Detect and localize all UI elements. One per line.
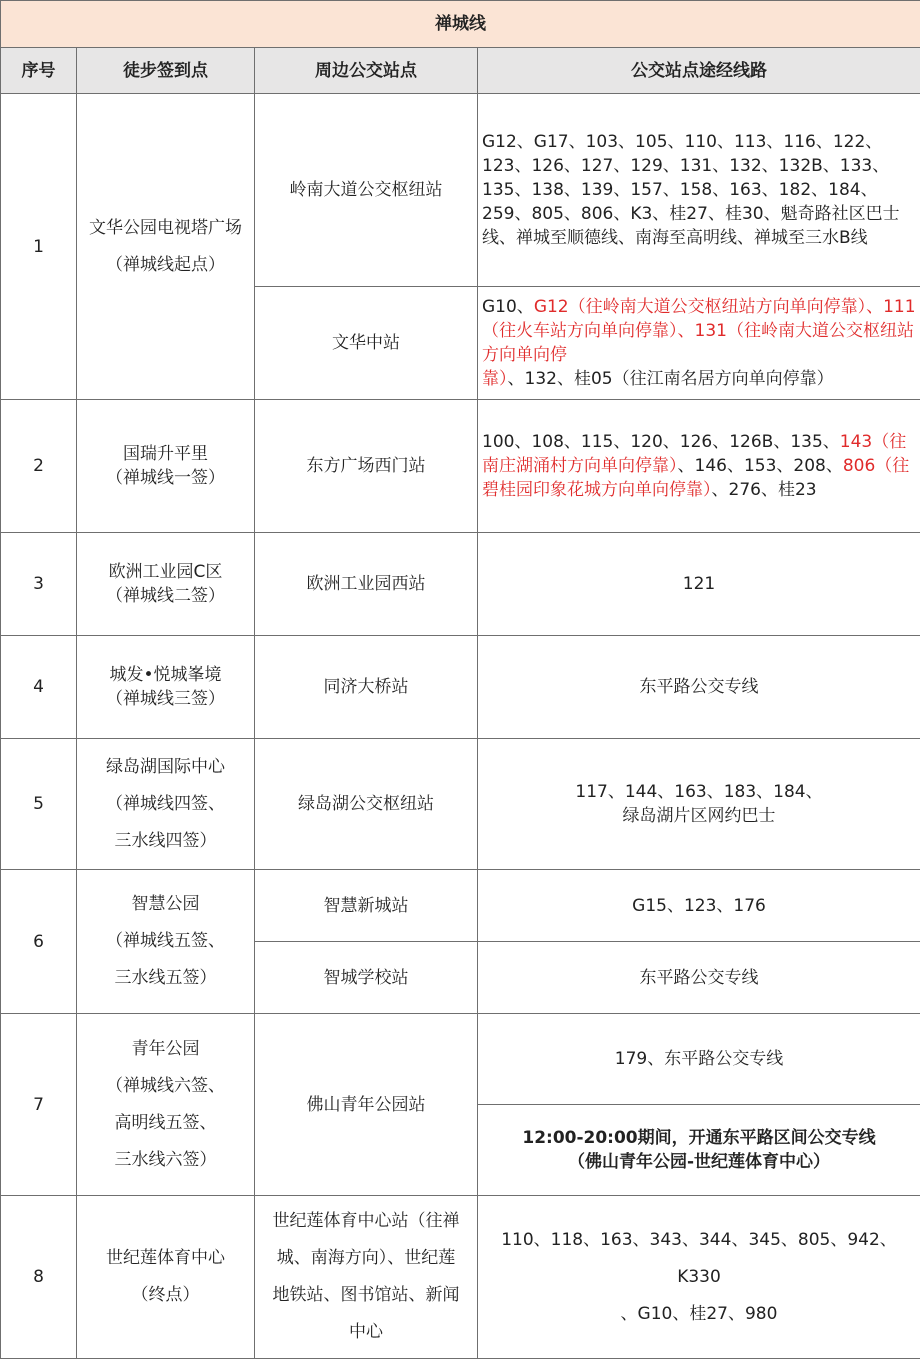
row-number: 8 xyxy=(1,1196,77,1359)
route-text: G10、 xyxy=(482,297,534,317)
row-number: 1 xyxy=(1,94,77,400)
checkpoint-cell xyxy=(77,636,255,739)
table-row xyxy=(1,636,920,739)
row-number: 7 xyxy=(1,1014,77,1196)
route-list: G15、123、176 xyxy=(478,870,920,942)
table-row xyxy=(1,94,920,287)
notice-line: 12:00-20:00期间，开通东平路区间公交专线 xyxy=(522,1128,876,1148)
route-text: 绿岛湖片区网约巴士 xyxy=(622,806,776,826)
route-list: G12、G17、103、105、110、113、116、122、123、126、127、129、131、132、132B、133、135、138、139、157、158、163、182、184、259、805、806、K3、桂27、桂30、魁奇路社区巴士线、禅城至顺德线、南海至高明线、禅城至三水B线 xyxy=(478,94,920,287)
route-list: 东平路公交专线 xyxy=(478,636,920,739)
route-text: 、132、桂05（往江南名居方向单向停靠） xyxy=(507,369,834,389)
row-number: 2 xyxy=(1,400,77,533)
checkpoint-name: 世纪莲体育中心 xyxy=(106,1248,225,1268)
stop-name: 文华中站 xyxy=(255,287,478,400)
checkpoint-note: 三水线四签） xyxy=(114,830,217,851)
stop-line: 世纪莲体育中心站（往禅 xyxy=(272,1211,460,1231)
header-stop: 周边公交站点 xyxy=(255,48,478,94)
checkpoint-cell xyxy=(77,400,255,533)
checkpoint-cell xyxy=(77,94,255,400)
route-text: 110、118、163、343、344、345、805、942、K330 xyxy=(501,1229,897,1287)
checkpoint-name: 青年公园 xyxy=(131,1038,200,1059)
header-no: 序号 xyxy=(1,48,77,94)
table-row xyxy=(1,870,920,942)
stop-name: 东方广场西门站 xyxy=(255,400,478,533)
route-text: 、G10、桂27、980 xyxy=(620,1303,778,1324)
header-checkpoint: 徒步签到点 xyxy=(77,48,255,94)
checkpoint-note: 三水线五签） xyxy=(114,968,217,988)
route-list: 东平路公交专线 xyxy=(478,942,920,1014)
checkpoint-cell xyxy=(77,1196,255,1359)
route-text: 、146、153、208、 xyxy=(677,456,843,476)
table-row xyxy=(1,1196,920,1359)
stop-name: 智城学校站 xyxy=(255,942,478,1014)
route-text: 100、108、115、120、126、126B、135、 xyxy=(482,432,840,452)
route-text-highlight: 143（往南庄湖涌村方向单向停靠） xyxy=(482,432,907,476)
special-bus-notice xyxy=(478,1105,920,1196)
checkpoint-note: （禅城线三签） xyxy=(106,689,225,709)
stop-line: 中心 xyxy=(349,1322,383,1342)
route-list: 179、东平路公交专线 xyxy=(478,1014,920,1105)
stop-line: 城、南海方向）、世纪莲 xyxy=(276,1248,456,1268)
table-row xyxy=(1,400,920,533)
checkpoint-name: 国瑞升平里 xyxy=(123,444,208,464)
table-row xyxy=(1,739,920,870)
checkpoint-note: 三水线六签） xyxy=(114,1149,217,1170)
stop-name: 绿岛湖公交枢纽站 xyxy=(255,739,478,870)
checkpoint-note: （禅城线一签） xyxy=(106,468,225,488)
route-text-highlight: 806（往碧桂园印象花城方向单向停靠） xyxy=(482,456,910,500)
checkpoint-cell xyxy=(77,533,255,636)
stop-name: 欧洲工业园西站 xyxy=(255,533,478,636)
stop-name: 佛山青年公园站 xyxy=(255,1014,478,1196)
checkpoint-note: 高明线五签、 xyxy=(114,1112,217,1133)
checkpoint-note: （禅城线五签、 xyxy=(106,931,225,951)
route-list: 121 xyxy=(478,533,920,636)
stop-name: 同济大桥站 xyxy=(255,636,478,739)
row-number: 3 xyxy=(1,533,77,636)
route-list xyxy=(478,739,920,870)
route-list xyxy=(478,400,920,533)
checkpoint-name: 欧洲工业园C区 xyxy=(108,562,223,582)
notice-line: （佛山青年公园-世纪莲体育中心） xyxy=(567,1152,831,1172)
stop-name: 智慧新城站 xyxy=(255,870,478,942)
route-text: 、276、桂23 xyxy=(711,480,817,500)
checkpoint-cell xyxy=(77,1014,255,1196)
row-number: 5 xyxy=(1,739,77,870)
stop-line: 地铁站、图书馆站、新闻 xyxy=(272,1285,460,1305)
stop-name: 岭南大道公交枢纽站 xyxy=(255,94,478,287)
checkpoint-name: 城发•悦城峯境 xyxy=(109,665,222,685)
table-row xyxy=(1,533,920,636)
header-routes: 公交站点途经线路 xyxy=(478,48,920,94)
checkpoint-cell xyxy=(77,870,255,1014)
checkpoint-note: （禅城线四签、 xyxy=(106,793,225,814)
route-list xyxy=(478,1196,920,1359)
route-list xyxy=(478,287,920,400)
checkpoint-name: 文华公园电视塔广场 xyxy=(89,217,242,238)
checkpoint-cell xyxy=(77,739,255,870)
checkpoint-note: （禅城线六签、 xyxy=(106,1075,225,1096)
route-text-highlight: G12（往岭南大道公交枢纽站方向单向停靠）、111（往火车站方向单向停靠）、131（往岭南大道公交枢纽站方向单向停靠） xyxy=(482,297,916,389)
table-row xyxy=(1,1014,920,1105)
checkpoint-note: （禅城线二签） xyxy=(106,586,225,606)
route-text: 117、144、163、183、184、 xyxy=(575,782,823,802)
table-title: 禅城线 xyxy=(1,1,920,48)
checkpoint-name: 绿岛湖国际中心 xyxy=(106,756,225,777)
stop-name xyxy=(255,1196,478,1359)
checkpoint-note: （禅城线起点） xyxy=(106,254,225,275)
checkpoint-name: 智慧公园 xyxy=(131,894,200,914)
row-number: 6 xyxy=(1,870,77,1014)
row-number: 4 xyxy=(1,636,77,739)
checkpoint-note: （终点） xyxy=(131,1285,200,1305)
